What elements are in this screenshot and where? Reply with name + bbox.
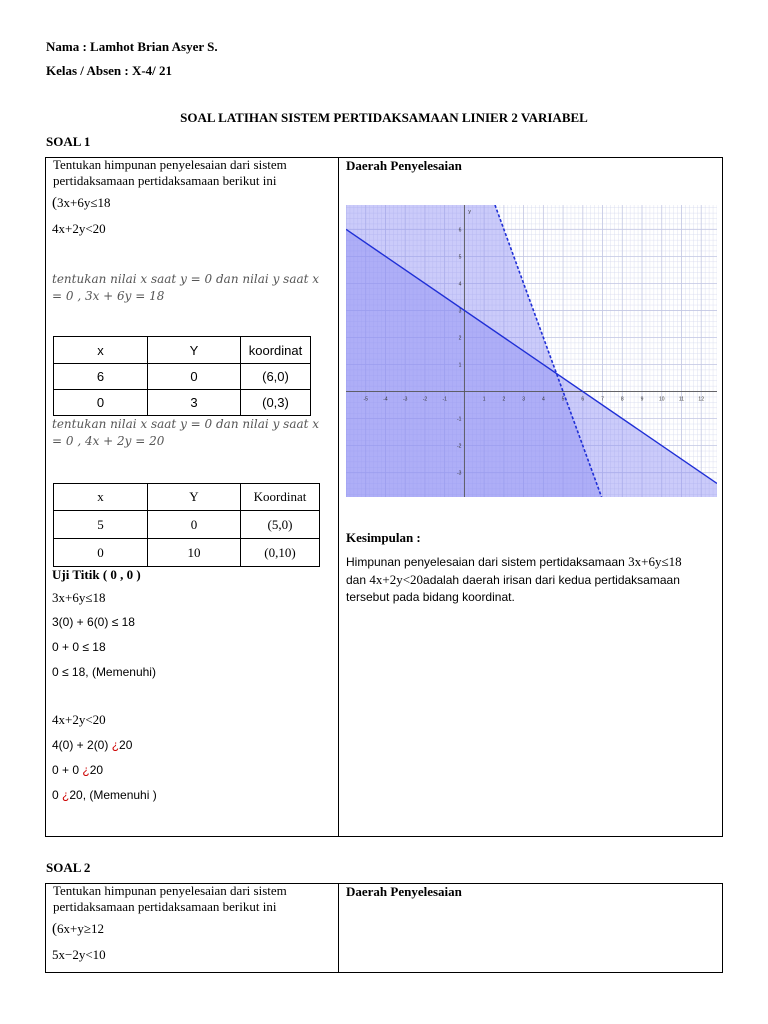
soal1-note-1 xyxy=(52,271,319,305)
student-class: Kelas / Absen : X-4/ 21 xyxy=(46,63,173,78)
note2-line1: tentukan nilai x saat y = 0 dan nilai y saat x xyxy=(52,417,320,431)
page-title: SOAL LATIHAN SISTEM PERTIDAKSAMAAN LINIER 2 VARIABEL xyxy=(180,110,588,125)
note1-line1: tentukan nilai x saat y = 0 dan nilai y saat x xyxy=(52,272,320,286)
soal2-intro xyxy=(53,883,287,915)
uji2-line-3-text: 0 + 0 xyxy=(52,763,83,777)
kesimpulan-text-part: Himpunan penyelesaian dari sistem pertidaksamaan xyxy=(346,555,629,569)
uji2-line-4-text: 0 xyxy=(52,788,63,802)
kesimpulan-text xyxy=(346,553,718,606)
soal1-note-2 xyxy=(52,416,319,450)
soal1-intro-line2: pertidaksamaan pertidaksamaan berikut ini xyxy=(53,173,277,188)
table2-cell: 10 xyxy=(148,539,241,567)
coordinate-table-1 xyxy=(53,336,311,416)
table-row xyxy=(54,539,320,567)
y-axis-label: y xyxy=(468,209,471,215)
soal1-inequality-1 xyxy=(52,195,110,212)
x-tick-label: 12 xyxy=(698,396,704,403)
table2-header-koordinat: Koordinat xyxy=(241,484,320,511)
table2-cell: 0 xyxy=(54,539,148,567)
soal2-inequality-1 xyxy=(52,921,104,938)
soal1-inequality-2: 4x+2y<20 xyxy=(52,221,106,236)
soal2-daerah-label: Daerah Penyelesaian xyxy=(346,884,462,899)
uji1-line-3: 0 + 0 ≤ 18 xyxy=(52,640,106,654)
invalid-char: ¿ xyxy=(82,763,90,777)
kesimpulan-ineq1: 3x+6y≤18 xyxy=(628,554,682,569)
kesimpulan-label: Kesimpulan : xyxy=(346,530,421,545)
soal1-intro-line1: Tentukan himpunan penyelesaian dari sistem xyxy=(53,157,287,172)
table1-cell: (0,3) xyxy=(241,390,311,416)
soal2-inequality-2: 5x−2y<10 xyxy=(52,947,106,962)
table1-header-y: Y xyxy=(148,337,241,364)
x-tick-label: -5 xyxy=(363,396,368,403)
ineq1-text: 3x+6y≤18 xyxy=(57,195,111,210)
soal1-label: SOAL 1 xyxy=(46,134,91,149)
x-tick-label: -2 xyxy=(422,396,428,403)
table-row xyxy=(54,390,311,416)
y-tick-label: 2 xyxy=(458,335,462,342)
kesimpulan-text-part: dan xyxy=(346,573,370,587)
daerah-penyelesaian-label: Daerah Penyelesaian xyxy=(346,158,462,173)
table2-cell: (5,0) xyxy=(241,511,320,539)
y-tick-label: -1 xyxy=(456,416,462,423)
table1-header-koordinat: koordinat xyxy=(241,337,311,364)
x-tick-label: 2 xyxy=(502,396,506,403)
uji1-line-2: 3(0) + 6(0) ≤ 18 xyxy=(52,615,135,629)
soal1-intro xyxy=(53,157,287,189)
uji2-line-1: 4x+2y<20 xyxy=(52,712,106,727)
y-tick-label: -2 xyxy=(456,443,462,450)
uji2-line-2-text: 4(0) + 2(0) xyxy=(52,738,112,752)
y-tick-label: 6 xyxy=(458,227,462,234)
y-tick-label: 3 xyxy=(458,308,462,315)
kesimpulan-line-1 xyxy=(346,553,718,571)
table2-cell: (0,10) xyxy=(241,539,320,567)
x-tick-label: 8 xyxy=(620,396,624,403)
table1-cell: 0 xyxy=(54,390,148,416)
x-tick-label: 6 xyxy=(581,396,585,403)
table2-cell: 5 xyxy=(54,511,148,539)
x-tick-label: 1 xyxy=(482,396,486,403)
table2-header-x: x xyxy=(54,484,148,511)
coordinate-table-2 xyxy=(53,483,320,567)
x-tick-label: 4 xyxy=(541,396,545,403)
table2-header-y: Y xyxy=(148,484,241,511)
kesimpulan-text-part: adalah daerah irisan dari kedua pertidaksamaan xyxy=(423,573,680,587)
uji1-line-4: 0 ≤ 18, (Memenuhi) xyxy=(52,665,156,679)
table1-cell: 0 xyxy=(148,364,241,390)
uji2-line-2-value: 20 xyxy=(119,738,133,752)
y-tick-label: 4 xyxy=(458,281,462,288)
x-tick-label: -4 xyxy=(383,396,388,403)
uji2-line-3-value: 20 xyxy=(89,763,104,777)
soal1-divider xyxy=(338,157,339,837)
y-tick-label: -3 xyxy=(456,470,462,477)
soal2-intro-line1: Tentukan himpunan penyelesaian dari sistem xyxy=(53,883,287,898)
table1-cell: (6,0) xyxy=(241,364,311,390)
invalid-char: ¿ xyxy=(62,788,70,802)
x-tick-label: 11 xyxy=(678,396,685,403)
x-tick-label: 9 xyxy=(640,396,644,403)
kesimpulan-line-3: tersebut pada bidang koordinat. xyxy=(346,590,515,604)
soal2-label: SOAL 2 xyxy=(46,860,91,875)
table2-cell: 0 xyxy=(148,511,241,539)
table-row xyxy=(54,511,320,539)
note1-line2: = 0 , 3x + 6y = 18 xyxy=(52,289,165,303)
uji-titik-title: Uji Titik ( 0 , 0 ) xyxy=(52,567,141,582)
invalid-char: ¿ xyxy=(111,738,120,752)
uji1-line-1: 3x+6y≤18 xyxy=(52,590,106,605)
solution-region-chart xyxy=(346,205,717,497)
uji2-line-4-value: 20, (Memenuhi ) xyxy=(69,788,157,802)
x-tick-label: -3 xyxy=(402,396,408,403)
uji2-line-4 xyxy=(52,788,157,802)
kesimpulan-ineq2: 4x+2y<20 xyxy=(369,572,424,587)
system-brace: ( xyxy=(52,921,57,937)
y-tick-label: 1 xyxy=(458,362,462,369)
y-tick-label: 5 xyxy=(458,254,462,261)
kesimpulan-line-2 xyxy=(346,571,718,589)
soal2-ineq1-text: 6x+y≥12 xyxy=(57,921,104,936)
x-tick-label: -1 xyxy=(442,396,447,403)
soal2-divider xyxy=(338,883,339,973)
student-name: Nama : Lamhot Brian Asyer S. xyxy=(46,39,218,54)
note2-line2: = 0 , 4x + 2y = 20 xyxy=(52,434,165,448)
system-brace: ( xyxy=(52,195,57,211)
table1-cell: 3 xyxy=(148,390,241,416)
uji2-line-2 xyxy=(52,738,132,752)
soal2-intro-line2: pertidaksamaan pertidaksamaan berikut ini xyxy=(53,899,277,914)
x-tick-label: 5 xyxy=(561,396,565,403)
table1-header-x: x xyxy=(54,337,148,364)
x-tick-label: 3 xyxy=(522,396,525,403)
table-row xyxy=(54,364,311,390)
uji2-line-3 xyxy=(52,763,103,777)
x-tick-label: 7 xyxy=(601,396,604,403)
x-tick-label: 10 xyxy=(658,396,665,403)
table1-cell: 6 xyxy=(54,364,148,390)
